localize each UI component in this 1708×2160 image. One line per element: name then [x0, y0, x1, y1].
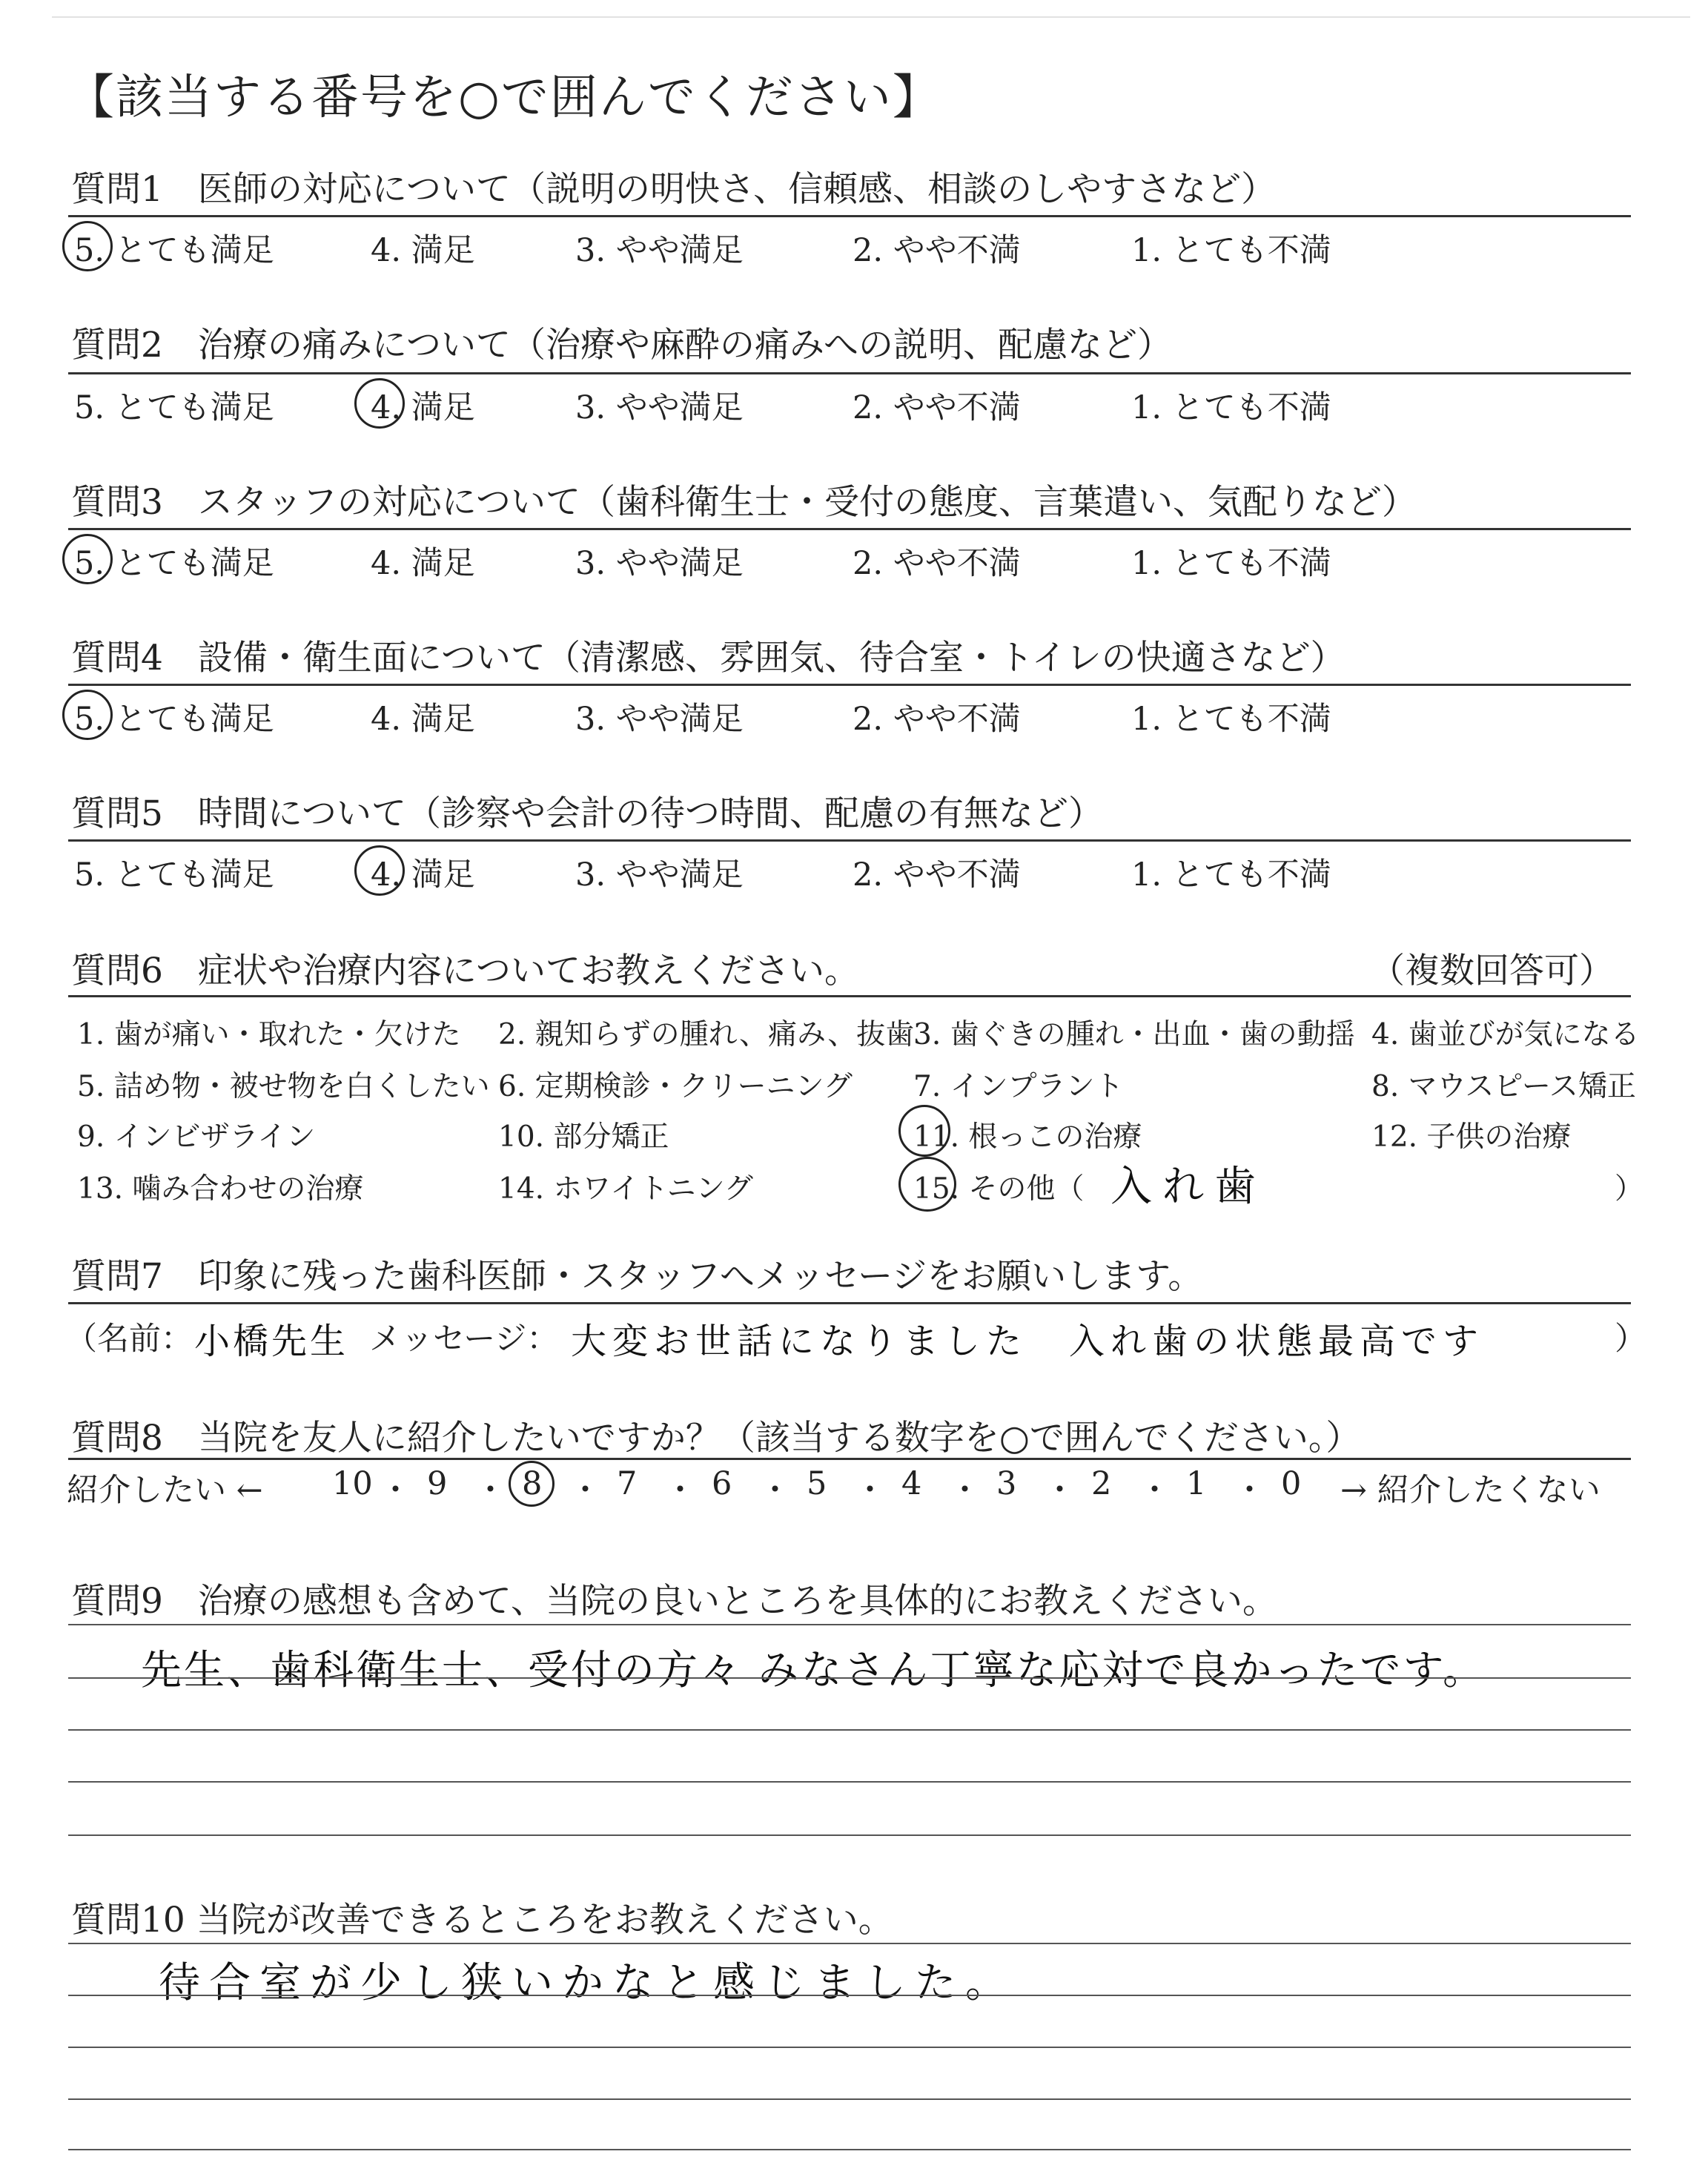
q1-option-2[interactable]: 2. やや不満	[853, 232, 1021, 269]
q6-option-7[interactable]: 7. インプラント	[913, 1070, 1124, 1103]
q4-selection-circle	[62, 690, 113, 740]
q8-scale-0[interactable]: 0	[1281, 1465, 1302, 1502]
q9-line-2	[68, 1677, 1631, 1679]
q2-option-5[interactable]: 5. とても満足	[74, 389, 274, 426]
form-instruction: 【該当する番号を○で囲んでください】	[67, 70, 941, 125]
q6-option-6[interactable]: 6. 定期検診・クリーニング	[498, 1070, 853, 1103]
q6-other-text[interactable]: 入れ歯	[1110, 1163, 1266, 1211]
q6-option-2[interactable]: 2. 親知らずの腫れ、痛み、抜歯	[498, 1018, 915, 1051]
question-7-rule	[68, 1302, 1631, 1304]
q6-option-15[interactable]: 15. その他（	[913, 1172, 1085, 1206]
question-10-title: 質問10 当院が改善できるところをお教えください。	[71, 1900, 893, 1941]
q10-line-2	[68, 1995, 1631, 1996]
q9-line-1	[68, 1624, 1631, 1625]
question-4-title: 質問4 設備・衛生面について（清潔感、雰囲気、待合室・トイレの快適さなど）	[71, 638, 1345, 678]
q8-scale-separator: ・	[1139, 1472, 1171, 1509]
q6-option-9[interactable]: 9. インビザライン	[77, 1120, 316, 1154]
q8-scale-1[interactable]: 1	[1186, 1465, 1207, 1502]
q6-option-11[interactable]: 11. 根っこの治療	[913, 1120, 1142, 1154]
q7-name-label: （名前：	[65, 1321, 193, 1358]
question-1-rule	[68, 215, 1631, 217]
q2-selection-circle	[354, 378, 405, 429]
q1-option-1[interactable]: 1. とても不満	[1131, 232, 1331, 269]
q8-scale-separator: ・	[664, 1472, 696, 1509]
q5-option-5[interactable]: 5. とても満足	[74, 856, 274, 894]
q8-left-label: 紹介したい ←	[67, 1472, 263, 1509]
q2-option-2[interactable]: 2. やや不満	[853, 389, 1021, 426]
q10-line-1	[68, 1943, 1631, 1944]
q3-option-2[interactable]: 2. やや不満	[853, 545, 1021, 582]
q7-close: ）	[1615, 1321, 1646, 1358]
q8-scale-10[interactable]: 10	[332, 1465, 373, 1502]
q8-scale-5[interactable]: 5	[807, 1465, 827, 1502]
q7-name-value[interactable]: 小橋先生	[194, 1321, 349, 1362]
q8-scale-4[interactable]: 4	[901, 1465, 922, 1502]
q6-option-14[interactable]: 14. ホワイトニング	[498, 1172, 753, 1206]
q10-line-3	[68, 2047, 1631, 2048]
q1-option-4[interactable]: 4. 満足	[371, 232, 475, 269]
q8-selection-circle	[509, 1461, 555, 1507]
q1-selection-circle	[62, 221, 113, 271]
q6-option-13[interactable]: 13. 噛み合わせの治療	[77, 1172, 364, 1206]
q6-option-12[interactable]: 12. 子供の治療	[1371, 1120, 1572, 1154]
q6-option-1[interactable]: 1. 歯が痛い・取れた・欠けた	[77, 1018, 461, 1051]
q4-option-4[interactable]: 4. 満足	[371, 701, 475, 738]
q6-option-10[interactable]: 10. 部分矯正	[498, 1120, 669, 1154]
q5-option-2[interactable]: 2. やや不満	[853, 856, 1021, 894]
q3-option-4[interactable]: 4. 満足	[371, 545, 475, 582]
q10-line-5	[68, 2149, 1631, 2150]
q8-scale-8[interactable]: 8	[522, 1465, 543, 1502]
question-2-title: 質問2 治療の痛みについて（治療や麻酔の痛みへの説明、配慮など）	[71, 325, 1173, 366]
q5-option-1[interactable]: 1. とても不満	[1131, 856, 1331, 894]
q6-option-11-circle	[898, 1105, 950, 1157]
q2-option-3[interactable]: 3. やや満足	[575, 389, 744, 426]
q4-option-3[interactable]: 3. やや満足	[575, 701, 744, 738]
question-1-title: 質問1 医師の対応について（説明の明快さ、信頼感、相談のしやすさなど）	[71, 169, 1277, 210]
q8-scale-separator: ・	[949, 1472, 981, 1509]
q1-option-5[interactable]: 5. とても満足	[74, 232, 274, 269]
q3-option-1[interactable]: 1. とても不満	[1131, 545, 1331, 582]
q8-scale-2[interactable]: 2	[1091, 1465, 1112, 1502]
q8-scale-separator: ・	[854, 1472, 886, 1509]
question-6-title: 質問6 症状や治療内容についてお教えください。	[71, 951, 859, 991]
question-4-rule	[68, 684, 1631, 686]
q8-scale-9[interactable]: 9	[427, 1465, 448, 1502]
q6-other-close: ）	[1615, 1172, 1644, 1206]
q1-option-3[interactable]: 3. やや満足	[575, 232, 744, 269]
question-6-rule	[68, 995, 1631, 997]
q8-scale-3[interactable]: 3	[996, 1465, 1017, 1502]
q3-selection-circle	[62, 534, 113, 584]
question-3-title: 質問3 スタッフの対応について（歯科衛生士・受付の態度、言葉遣い、気配りなど）	[71, 482, 1417, 523]
q6-option-15-circle	[898, 1157, 956, 1212]
q4-option-5[interactable]: 5. とても満足	[74, 701, 274, 738]
q6-option-3[interactable]: 3. 歯ぐきの腫れ・出血・歯の動揺	[913, 1018, 1355, 1051]
q9-line-3	[68, 1729, 1631, 1731]
q4-option-2[interactable]: 2. やや不満	[853, 701, 1021, 738]
q3-option-5[interactable]: 5. とても満足	[74, 545, 274, 582]
question-8-rule	[68, 1458, 1631, 1460]
q6-option-8[interactable]: 8. マウスピース矯正	[1371, 1070, 1636, 1103]
q9-answer[interactable]: 先生、歯科衛生士、受付の方々 みなさん丁寧な応対で良かったです。	[141, 1646, 1486, 1694]
q9-line-5	[68, 1834, 1631, 1836]
q7-message-label: メッセージ：	[369, 1321, 559, 1358]
q7-message-value[interactable]: 大変お世話になりました 入れ歯の状態最高です	[571, 1321, 1485, 1362]
q5-option-3[interactable]: 3. やや満足	[575, 856, 744, 894]
q2-option-1[interactable]: 1. とても不満	[1131, 389, 1331, 426]
q2-option-4[interactable]: 4. 満足	[371, 389, 475, 426]
question-8-title: 質問8 当院を友人に紹介したいですか？（該当する数字を○で囲んでください。）	[71, 1418, 1361, 1459]
question-2-rule	[68, 372, 1631, 374]
q5-selection-circle	[354, 845, 405, 896]
question-5-title: 質問5 時間について（診察や会計の待つ時間、配慮の有無など）	[71, 793, 1103, 834]
question-9-title: 質問9 治療の感想も含めて、当院の良いところを具体的にお教えください。	[71, 1581, 1277, 1622]
q4-option-1[interactable]: 1. とても不満	[1131, 701, 1331, 738]
q8-scale-separator: ・	[759, 1472, 791, 1509]
question-7-title: 質問7 印象に残った歯科医師・スタッフへメッセージをお願いします。	[71, 1256, 1203, 1297]
question-3-rule	[68, 528, 1631, 530]
q8-scale-separator: ・	[1234, 1472, 1265, 1509]
q8-scale-separator: ・	[1044, 1472, 1076, 1509]
q8-scale-separator: ・	[474, 1472, 506, 1509]
q9-line-4	[68, 1781, 1631, 1783]
q10-answer[interactable]: 待合室が少し狭いかなと感じました。	[159, 1959, 1016, 2007]
q8-scale-7[interactable]: 7	[617, 1465, 638, 1502]
top-divider	[52, 16, 1690, 18]
q3-option-3[interactable]: 3. やや満足	[575, 545, 744, 582]
question-5-rule	[68, 839, 1631, 842]
q5-option-4[interactable]: 4. 満足	[371, 856, 475, 894]
q6-option-4[interactable]: 4. 歯並びが気になる	[1371, 1018, 1640, 1051]
q10-line-4	[68, 2098, 1631, 2100]
q8-scale-6[interactable]: 6	[712, 1465, 732, 1502]
q6-option-5[interactable]: 5. 詰め物・被せ物を白くしたい	[77, 1070, 490, 1103]
question-6-note: （複数回答可）	[1370, 951, 1614, 991]
q8-right-label: → 紹介したくない	[1340, 1472, 1601, 1509]
q8-scale-separator: ・	[380, 1472, 411, 1509]
q8-scale-separator: ・	[569, 1472, 601, 1509]
